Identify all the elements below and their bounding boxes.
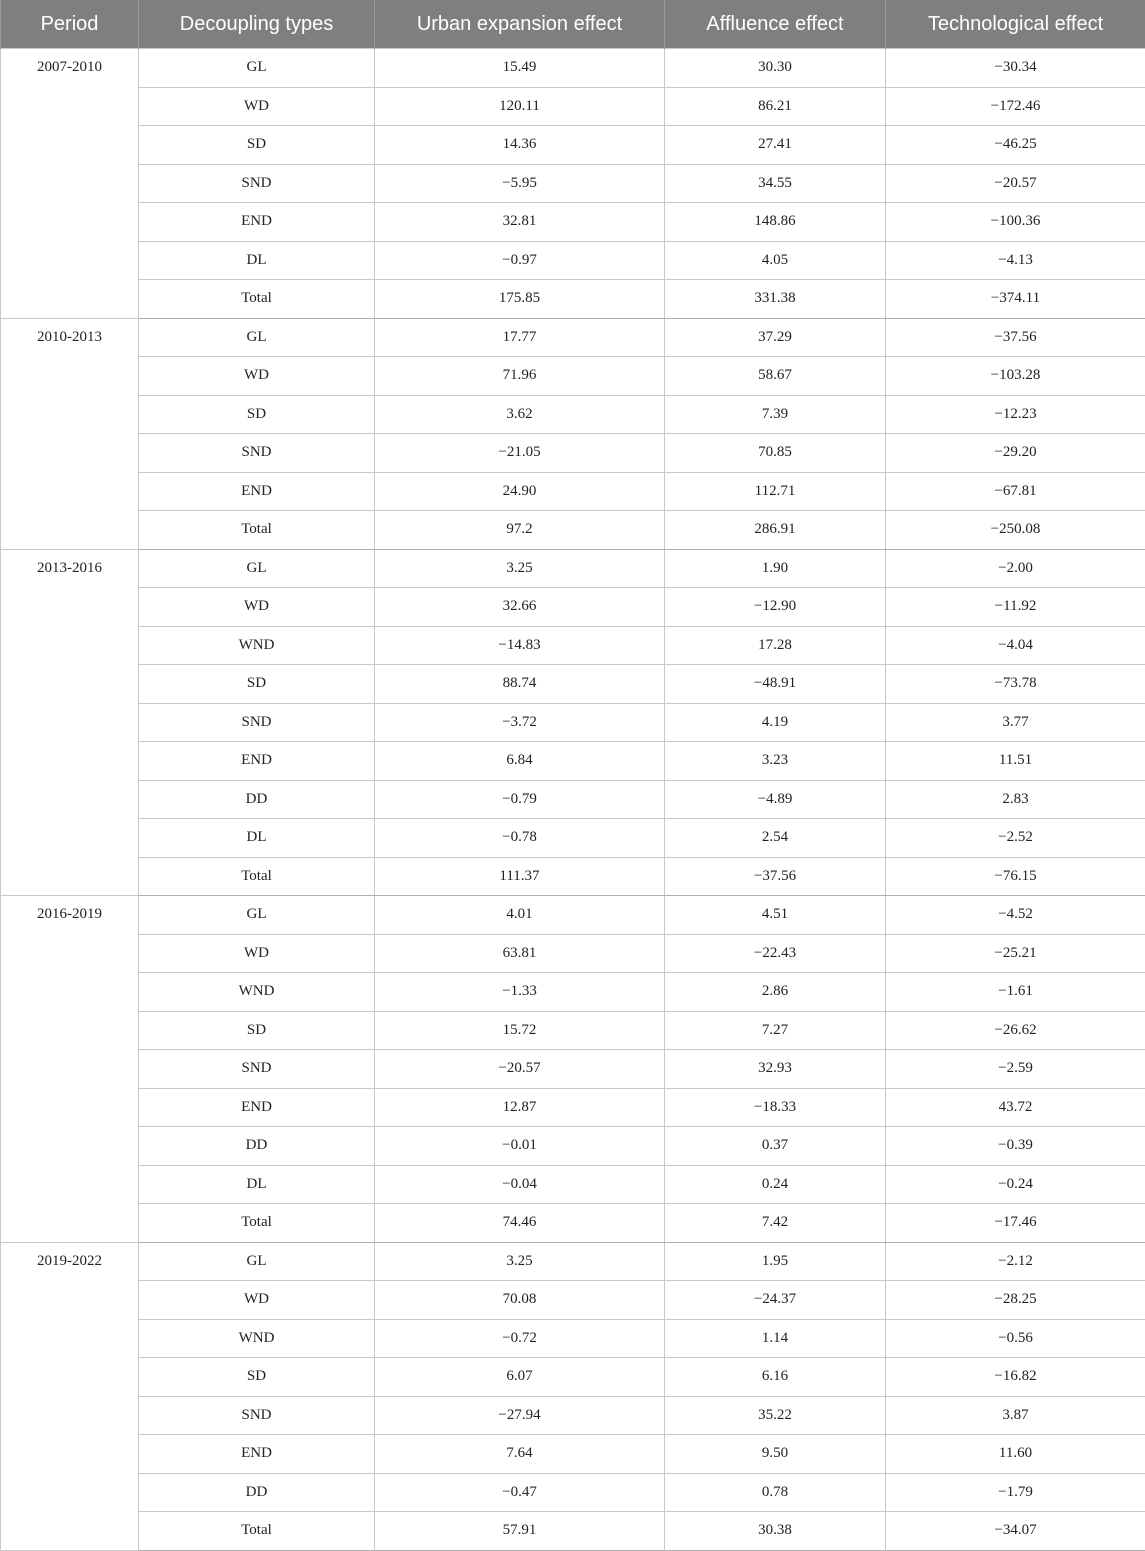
affluence-cell: −37.56 bbox=[665, 857, 886, 896]
table-row bbox=[1, 1281, 1145, 1320]
urban-expansion-cell: 120.11 bbox=[375, 87, 665, 126]
header-period: Period bbox=[1, 0, 139, 49]
urban-expansion-cell: −0.97 bbox=[375, 241, 665, 280]
table-row bbox=[1, 857, 1145, 896]
decoupling-type-cell: DL bbox=[139, 819, 375, 858]
affluence-cell: −24.37 bbox=[665, 1281, 886, 1320]
affluence-cell: −18.33 bbox=[665, 1088, 886, 1127]
urban-expansion-cell: 6.84 bbox=[375, 742, 665, 781]
table-row bbox=[1, 126, 1145, 165]
table-row bbox=[1, 1204, 1145, 1243]
urban-expansion-cell: 71.96 bbox=[375, 357, 665, 396]
decoupling-type-cell: WD bbox=[139, 588, 375, 627]
technological-cell: −76.15 bbox=[886, 857, 1145, 896]
decoupling-type-cell: SD bbox=[139, 395, 375, 434]
affluence-cell: 7.42 bbox=[665, 1204, 886, 1243]
affluence-cell: 148.86 bbox=[665, 203, 886, 242]
affluence-cell: 4.19 bbox=[665, 703, 886, 742]
affluence-cell: 86.21 bbox=[665, 87, 886, 126]
technological-cell: 11.60 bbox=[886, 1435, 1145, 1474]
urban-expansion-cell: 74.46 bbox=[375, 1204, 665, 1243]
decoupling-type-cell: DD bbox=[139, 1127, 375, 1166]
decoupling-type-cell: WD bbox=[139, 1281, 375, 1320]
table-row bbox=[1, 49, 1145, 88]
technological-cell: −20.57 bbox=[886, 164, 1145, 203]
technological-cell: −4.04 bbox=[886, 626, 1145, 665]
affluence-cell: 35.22 bbox=[665, 1396, 886, 1435]
technological-cell: −4.52 bbox=[886, 896, 1145, 935]
technological-cell: −46.25 bbox=[886, 126, 1145, 165]
urban-expansion-cell: 57.91 bbox=[375, 1512, 665, 1551]
affluence-cell: 112.71 bbox=[665, 472, 886, 511]
affluence-cell: 331.38 bbox=[665, 280, 886, 319]
decoupling-type-cell: GL bbox=[139, 318, 375, 357]
affluence-cell: 0.78 bbox=[665, 1473, 886, 1512]
technological-cell: 43.72 bbox=[886, 1088, 1145, 1127]
table-row bbox=[1, 819, 1145, 858]
table-row bbox=[1, 203, 1145, 242]
period-cell: 2013-2016 bbox=[1, 549, 139, 896]
technological-cell: −172.46 bbox=[886, 87, 1145, 126]
period-cell: 2019-2022 bbox=[1, 1242, 139, 1550]
decoupling-type-cell: DL bbox=[139, 1165, 375, 1204]
technological-cell: −28.25 bbox=[886, 1281, 1145, 1320]
table-row bbox=[1, 241, 1145, 280]
decoupling-type-cell: DL bbox=[139, 241, 375, 280]
decoupling-type-cell: WND bbox=[139, 626, 375, 665]
table-row bbox=[1, 357, 1145, 396]
decoupling-type-cell: WD bbox=[139, 357, 375, 396]
urban-expansion-cell: −27.94 bbox=[375, 1396, 665, 1435]
decoupling-type-cell: GL bbox=[139, 549, 375, 588]
urban-expansion-cell: −20.57 bbox=[375, 1050, 665, 1089]
table-row bbox=[1, 1165, 1145, 1204]
table-row bbox=[1, 1435, 1145, 1474]
decoupling-type-cell: WND bbox=[139, 973, 375, 1012]
technological-cell: −37.56 bbox=[886, 318, 1145, 357]
technological-cell: −4.13 bbox=[886, 241, 1145, 280]
decoupling-type-cell: DD bbox=[139, 1473, 375, 1512]
urban-expansion-cell: −0.01 bbox=[375, 1127, 665, 1166]
technological-cell: −25.21 bbox=[886, 934, 1145, 973]
affluence-cell: 58.67 bbox=[665, 357, 886, 396]
affluence-cell: 9.50 bbox=[665, 1435, 886, 1474]
affluence-cell: 34.55 bbox=[665, 164, 886, 203]
urban-expansion-cell: −5.95 bbox=[375, 164, 665, 203]
table-row bbox=[1, 434, 1145, 473]
affluence-cell: 0.37 bbox=[665, 1127, 886, 1166]
table-row bbox=[1, 1242, 1145, 1281]
decoupling-type-cell: DD bbox=[139, 780, 375, 819]
technological-cell: −250.08 bbox=[886, 511, 1145, 550]
table-row bbox=[1, 1396, 1145, 1435]
urban-expansion-cell: 24.90 bbox=[375, 472, 665, 511]
affluence-cell: 4.05 bbox=[665, 241, 886, 280]
urban-expansion-cell: −0.79 bbox=[375, 780, 665, 819]
urban-expansion-cell: 15.49 bbox=[375, 49, 665, 88]
urban-expansion-cell: 97.2 bbox=[375, 511, 665, 550]
technological-cell: −16.82 bbox=[886, 1358, 1145, 1397]
technological-cell: −29.20 bbox=[886, 434, 1145, 473]
decoupling-type-cell: GL bbox=[139, 1242, 375, 1281]
header-technological-effect: Technological effect bbox=[886, 0, 1145, 49]
urban-expansion-cell: 17.77 bbox=[375, 318, 665, 357]
urban-expansion-cell: −21.05 bbox=[375, 434, 665, 473]
period-cell: 2010-2013 bbox=[1, 318, 139, 549]
header-urban-expansion-effect: Urban expansion effect bbox=[375, 0, 665, 49]
affluence-cell: 70.85 bbox=[665, 434, 886, 473]
urban-expansion-cell: 7.64 bbox=[375, 1435, 665, 1474]
affluence-cell: 6.16 bbox=[665, 1358, 886, 1397]
affluence-cell: 30.38 bbox=[665, 1512, 886, 1551]
urban-expansion-cell: 175.85 bbox=[375, 280, 665, 319]
decoupling-type-cell: END bbox=[139, 203, 375, 242]
urban-expansion-cell: 63.81 bbox=[375, 934, 665, 973]
table-row bbox=[1, 626, 1145, 665]
technological-cell: −17.46 bbox=[886, 1204, 1145, 1243]
urban-expansion-cell: −0.72 bbox=[375, 1319, 665, 1358]
urban-expansion-cell: 12.87 bbox=[375, 1088, 665, 1127]
technological-cell: −67.81 bbox=[886, 472, 1145, 511]
decoupling-type-cell: Total bbox=[139, 1204, 375, 1243]
table-row bbox=[1, 1050, 1145, 1089]
affluence-cell: −22.43 bbox=[665, 934, 886, 973]
table-row bbox=[1, 87, 1145, 126]
decoupling-type-cell: SD bbox=[139, 1358, 375, 1397]
technological-cell: −12.23 bbox=[886, 395, 1145, 434]
urban-expansion-cell: 32.66 bbox=[375, 588, 665, 627]
urban-expansion-cell: −0.04 bbox=[375, 1165, 665, 1204]
decoupling-type-cell: SND bbox=[139, 1050, 375, 1089]
affluence-cell: 3.23 bbox=[665, 742, 886, 781]
table-row bbox=[1, 164, 1145, 203]
technological-cell: −0.39 bbox=[886, 1127, 1145, 1166]
affluence-cell: 1.95 bbox=[665, 1242, 886, 1281]
technological-cell: −30.34 bbox=[886, 49, 1145, 88]
technological-cell: −374.11 bbox=[886, 280, 1145, 319]
table-row bbox=[1, 1088, 1145, 1127]
table-row bbox=[1, 742, 1145, 781]
affluence-cell: 0.24 bbox=[665, 1165, 886, 1204]
urban-expansion-cell: −3.72 bbox=[375, 703, 665, 742]
table-row bbox=[1, 973, 1145, 1012]
table-row bbox=[1, 665, 1145, 704]
table-row bbox=[1, 280, 1145, 319]
decoupling-type-cell: Total bbox=[139, 511, 375, 550]
affluence-cell: 17.28 bbox=[665, 626, 886, 665]
decoupling-type-cell: Total bbox=[139, 280, 375, 319]
urban-expansion-cell: −1.33 bbox=[375, 973, 665, 1012]
decoupling-type-cell: END bbox=[139, 472, 375, 511]
technological-cell: −1.79 bbox=[886, 1473, 1145, 1512]
technological-cell: −2.59 bbox=[886, 1050, 1145, 1089]
decoupling-type-cell: SND bbox=[139, 703, 375, 742]
decoupling-type-cell: END bbox=[139, 1435, 375, 1474]
urban-expansion-cell: 3.62 bbox=[375, 395, 665, 434]
table-row bbox=[1, 395, 1145, 434]
technological-cell: −2.12 bbox=[886, 1242, 1145, 1281]
urban-expansion-cell: 3.25 bbox=[375, 549, 665, 588]
decoupling-type-cell: GL bbox=[139, 49, 375, 88]
period-cell: 2016-2019 bbox=[1, 896, 139, 1243]
table-row bbox=[1, 703, 1145, 742]
table-row bbox=[1, 588, 1145, 627]
table-row bbox=[1, 511, 1145, 550]
technological-cell: −0.24 bbox=[886, 1165, 1145, 1204]
table-row bbox=[1, 934, 1145, 973]
affluence-cell: 27.41 bbox=[665, 126, 886, 165]
header-row bbox=[1, 0, 1145, 49]
technological-cell: −0.56 bbox=[886, 1319, 1145, 1358]
urban-expansion-cell: −0.78 bbox=[375, 819, 665, 858]
urban-expansion-cell: 14.36 bbox=[375, 126, 665, 165]
table-row bbox=[1, 1319, 1145, 1358]
decoupling-type-cell: SD bbox=[139, 126, 375, 165]
table-row bbox=[1, 472, 1145, 511]
table-row bbox=[1, 780, 1145, 819]
technological-cell: 3.77 bbox=[886, 703, 1145, 742]
affluence-cell: 2.86 bbox=[665, 973, 886, 1012]
affluence-cell: 7.27 bbox=[665, 1011, 886, 1050]
table-row bbox=[1, 896, 1145, 935]
period-cell: 2007-2010 bbox=[1, 49, 139, 319]
affluence-cell: 1.90 bbox=[665, 549, 886, 588]
table-row bbox=[1, 1358, 1145, 1397]
technological-cell: 2.83 bbox=[886, 780, 1145, 819]
affluence-cell: −48.91 bbox=[665, 665, 886, 704]
urban-expansion-cell: 4.01 bbox=[375, 896, 665, 935]
urban-expansion-cell: 111.37 bbox=[375, 857, 665, 896]
table-row bbox=[1, 1512, 1145, 1551]
affluence-cell: 7.39 bbox=[665, 395, 886, 434]
table-row bbox=[1, 1011, 1145, 1050]
affluence-cell: 286.91 bbox=[665, 511, 886, 550]
affluence-cell: 30.30 bbox=[665, 49, 886, 88]
urban-expansion-cell: −0.47 bbox=[375, 1473, 665, 1512]
urban-expansion-cell: 6.07 bbox=[375, 1358, 665, 1397]
technological-cell: −1.61 bbox=[886, 973, 1145, 1012]
urban-expansion-cell: 70.08 bbox=[375, 1281, 665, 1320]
affluence-cell: 37.29 bbox=[665, 318, 886, 357]
technological-cell: −2.52 bbox=[886, 819, 1145, 858]
technological-cell: −11.92 bbox=[886, 588, 1145, 627]
technological-cell: −73.78 bbox=[886, 665, 1145, 704]
header-decoupling-types: Decoupling types bbox=[139, 0, 375, 49]
technological-cell: 11.51 bbox=[886, 742, 1145, 781]
technological-cell: −26.62 bbox=[886, 1011, 1145, 1050]
decoupling-type-cell: Total bbox=[139, 1512, 375, 1551]
decoupling-type-cell: END bbox=[139, 1088, 375, 1127]
affluence-cell: 4.51 bbox=[665, 896, 886, 935]
urban-expansion-cell: 88.74 bbox=[375, 665, 665, 704]
decoupling-type-cell: WD bbox=[139, 87, 375, 126]
decoupling-type-cell: WD bbox=[139, 934, 375, 973]
affluence-cell: 1.14 bbox=[665, 1319, 886, 1358]
decoupling-type-cell: SD bbox=[139, 1011, 375, 1050]
table-row bbox=[1, 1127, 1145, 1166]
table-header bbox=[1, 0, 1145, 49]
technological-cell: 3.87 bbox=[886, 1396, 1145, 1435]
affluence-cell: −4.89 bbox=[665, 780, 886, 819]
table-row bbox=[1, 1473, 1145, 1512]
table-row bbox=[1, 318, 1145, 357]
urban-expansion-cell: 15.72 bbox=[375, 1011, 665, 1050]
decoupling-type-cell: SND bbox=[139, 164, 375, 203]
affluence-cell: −12.90 bbox=[665, 588, 886, 627]
technological-cell: −100.36 bbox=[886, 203, 1145, 242]
decoupling-type-cell: END bbox=[139, 742, 375, 781]
decoupling-type-cell: SD bbox=[139, 665, 375, 704]
decoupling-type-cell: GL bbox=[139, 896, 375, 935]
header-affluence-effect: Affluence effect bbox=[665, 0, 886, 49]
table-row bbox=[1, 549, 1145, 588]
decoupling-type-cell: SND bbox=[139, 434, 375, 473]
urban-expansion-cell: −14.83 bbox=[375, 626, 665, 665]
urban-expansion-cell: 3.25 bbox=[375, 1242, 665, 1281]
decoupling-type-cell: Total bbox=[139, 857, 375, 896]
decoupling-type-cell: WND bbox=[139, 1319, 375, 1358]
technological-cell: −2.00 bbox=[886, 549, 1145, 588]
technological-cell: −34.07 bbox=[886, 1512, 1145, 1551]
affluence-cell: 32.93 bbox=[665, 1050, 886, 1089]
table-body bbox=[1, 49, 1145, 1551]
affluence-cell: 2.54 bbox=[665, 819, 886, 858]
urban-expansion-cell: 32.81 bbox=[375, 203, 665, 242]
technological-cell: −103.28 bbox=[886, 357, 1145, 396]
decoupling-type-cell: SND bbox=[139, 1396, 375, 1435]
